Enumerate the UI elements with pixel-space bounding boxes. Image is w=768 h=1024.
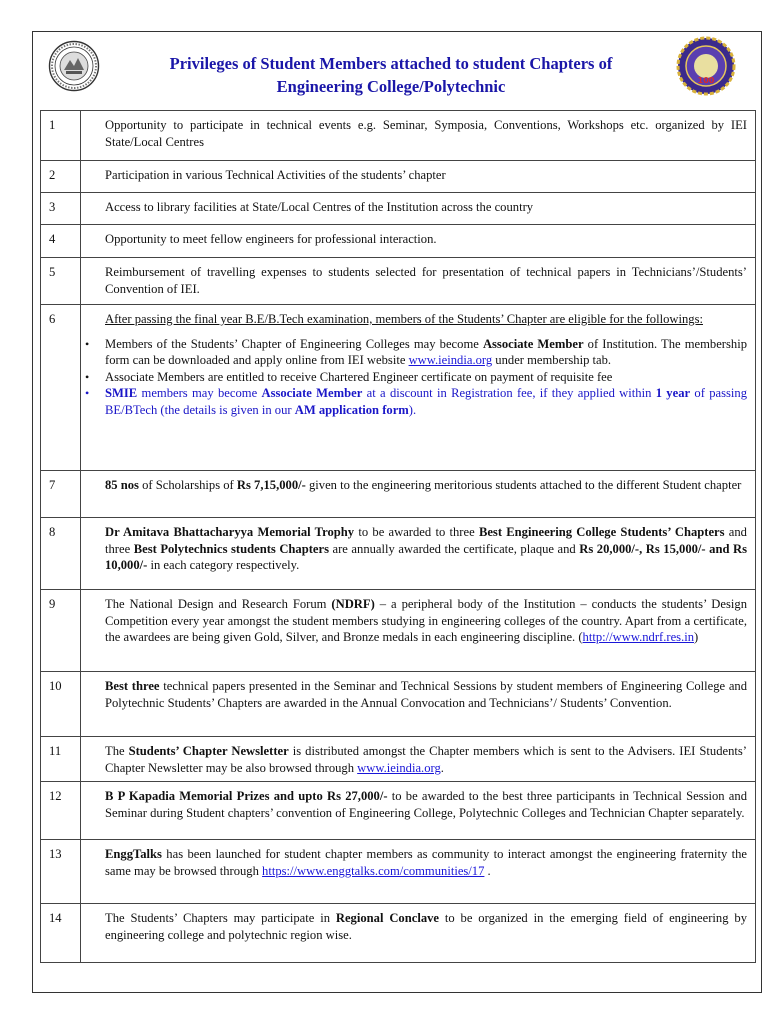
list-item-text: Associate Members are entitled to receive Chartered Engineer certificate on payment of requisite fee bbox=[105, 369, 613, 384]
list-item-bold: Associate Member bbox=[482, 336, 584, 351]
row-text: Opportunity to participate in technical events e.g. Seminar, Symposia, Conventions, Workshops etc. organized by IEI State/Local Centres bbox=[81, 111, 756, 161]
list-item-text: Members of the Students’ Chapter of Engineering Colleges may become bbox=[105, 336, 483, 351]
centenary-logo-number: 100 bbox=[697, 76, 715, 85]
row-bold: Regional Conclave bbox=[335, 911, 439, 925]
table-row bbox=[41, 590, 756, 672]
list-item bbox=[105, 369, 747, 386]
table-row bbox=[41, 111, 756, 161]
row-span: and three bbox=[105, 525, 747, 556]
row-span: to be awarded to the best three participants in Technical Session and Seminar during Student chapters’ convention of Engineering College, Polytechnic Colleges and Technician Chapter separately. bbox=[105, 789, 747, 820]
row-span: . bbox=[484, 863, 491, 878]
ndrf-link[interactable]: http://www.ndrf.res.in bbox=[582, 630, 695, 644]
row-number: 7 bbox=[41, 471, 81, 518]
row-number: 4 bbox=[41, 225, 81, 258]
row-span: are annually awarded the certificate, plaque and bbox=[329, 541, 580, 556]
row-span: is distributed amongst the Chapter members which is sent to the Advisers. IEI Students’ Chapter Newsletter may be also browsed through bbox=[105, 744, 747, 775]
row-span: – a peripheral body of the Institution – conducts the students’ Design Competition every year amongst the student members studying in engineering colleges of the country. Apart from a certificate, the awardees are being given Gold, Silver, and Bronze medals in each engineering discipline. ( bbox=[105, 597, 747, 644]
row-span: to be awarded to three bbox=[354, 525, 479, 539]
row-text bbox=[81, 471, 756, 518]
list-item-text: under membership tab. bbox=[492, 353, 612, 367]
list-item-bold: 1 year bbox=[655, 386, 691, 400]
row-number: 14 bbox=[41, 904, 81, 963]
row-bold: Rs 7,15,000/- bbox=[236, 478, 306, 492]
list-item-bold: AM application form bbox=[294, 402, 409, 417]
row-bold: Rs 20,000/-, Rs 15,000/- and Rs 10,000/- bbox=[105, 541, 747, 572]
row-number: 8 bbox=[41, 518, 81, 590]
row-bold: Best Engineering College Students’ Chapters bbox=[478, 525, 725, 539]
table-row bbox=[41, 672, 756, 737]
row-span: technical papers presented in the Seminar and Technical Sessions by student members of Engineering College and Polytechnic Students’ Chapters are awarded in the Annual Convocation and Technicians’/ Students’ Convention. bbox=[105, 679, 748, 710]
row-text bbox=[81, 518, 756, 590]
list-item-bold: Associate Member bbox=[261, 386, 363, 400]
table-row bbox=[41, 225, 756, 258]
page-title bbox=[110, 52, 672, 98]
row-span: The bbox=[105, 744, 129, 758]
row-span: The National Design and Research Forum bbox=[105, 597, 332, 611]
table-row bbox=[41, 258, 756, 305]
eligibility-intro: After passing the final year B.E/B.Tech examination, members of the Students’ Chapter are eligible for the followings: bbox=[105, 312, 703, 326]
row-text: Participation in various Technical Activities of the students’ chapter bbox=[81, 161, 756, 193]
table-row bbox=[41, 737, 756, 782]
institution-seal-logo bbox=[48, 40, 100, 92]
row-bold: Best Polytechnics students Chapters bbox=[133, 541, 329, 556]
list-item-text: members may become bbox=[137, 386, 262, 400]
row-span: to be organized in the emerging field of engineering by engineering college and polytechnic region wise. bbox=[105, 911, 747, 942]
row-span: has been launched for student chapter members as community to interact amongst the engineering fraternity the same may be browsed through bbox=[105, 847, 747, 878]
list-item-text: at a discount in Registration fee, if they applied within bbox=[362, 386, 656, 400]
eligibility-list bbox=[81, 336, 747, 419]
row-text: Access to library facilities at State/Local Centres of the Institution across the country bbox=[81, 193, 756, 225]
row-bold: Best three bbox=[105, 679, 160, 693]
page-title-line-1: Privileges of Student Members attached to student Chapters of bbox=[169, 54, 613, 73]
ieindia-link[interactable]: www.ieindia.org bbox=[408, 353, 493, 367]
table-row bbox=[41, 161, 756, 193]
table-row bbox=[41, 471, 756, 518]
table-row bbox=[41, 904, 756, 963]
row-number: 10 bbox=[41, 672, 81, 737]
row-text: Opportunity to meet fellow engineers for professional interaction. bbox=[81, 225, 756, 258]
row-number: 3 bbox=[41, 193, 81, 225]
privileges-table bbox=[40, 110, 756, 963]
centenary-logo bbox=[676, 36, 736, 96]
row-text bbox=[81, 672, 756, 737]
table-row bbox=[41, 782, 756, 840]
row-text bbox=[81, 904, 756, 963]
row-number: 1 bbox=[41, 111, 81, 161]
list-item bbox=[105, 336, 747, 369]
table-row bbox=[41, 193, 756, 225]
page-title-line-2: Engineering College/Polytechnic bbox=[276, 77, 506, 96]
row-text bbox=[81, 590, 756, 672]
row-text: Reimbursement of travelling expenses to students selected for presentation of technical papers in Technicians’/Students’ Convention of IEI. bbox=[81, 258, 756, 305]
table-row bbox=[41, 518, 756, 590]
row-number: 6 bbox=[41, 305, 81, 471]
row-span: given to the engineering meritorious students attached to the different Student chapter bbox=[305, 478, 742, 492]
row-text bbox=[81, 840, 756, 904]
row-bold: B P Kapadia Memorial Prizes and upto Rs 27,000/- bbox=[105, 789, 388, 803]
row-bold: Dr Amitava Bhattacharyya Memorial Trophy bbox=[105, 525, 355, 539]
row-number: 11 bbox=[41, 737, 81, 782]
row-number: 5 bbox=[41, 258, 81, 305]
table-row bbox=[41, 840, 756, 904]
row-span: of Scholarships of bbox=[138, 478, 237, 492]
list-item-text: of Institution. The membership form can be downloaded and apply online from IEI website bbox=[105, 336, 747, 367]
newsletter-link[interactable]: www.ieindia.org bbox=[357, 760, 441, 775]
list-item bbox=[105, 385, 747, 418]
enggtalks-link[interactable]: https://www.enggtalks.com/communities/17 bbox=[262, 863, 485, 878]
row-number: 12 bbox=[41, 782, 81, 840]
list-item-bold: SMIE bbox=[105, 386, 138, 400]
row-bold: EnggTalks bbox=[105, 847, 162, 861]
row-text bbox=[81, 305, 756, 471]
row-span: The Students’ Chapters may participate in bbox=[105, 911, 336, 925]
table-row bbox=[41, 305, 756, 471]
row-number: 9 bbox=[41, 590, 81, 672]
row-span: in each category respectively. bbox=[147, 558, 300, 572]
row-span: ) bbox=[694, 630, 699, 644]
row-number: 13 bbox=[41, 840, 81, 904]
row-bold: 85 nos bbox=[105, 478, 139, 492]
row-bold: (NDRF) bbox=[331, 597, 375, 611]
row-number: 2 bbox=[41, 161, 81, 193]
row-text bbox=[81, 737, 756, 782]
row-text bbox=[81, 782, 756, 840]
row-bold: Students’ Chapter Newsletter bbox=[128, 744, 289, 758]
list-item-text: ). bbox=[408, 402, 417, 417]
row-span: . bbox=[440, 760, 444, 775]
list-item-text: of passing BE/BTech (the details is given in our bbox=[105, 386, 747, 417]
